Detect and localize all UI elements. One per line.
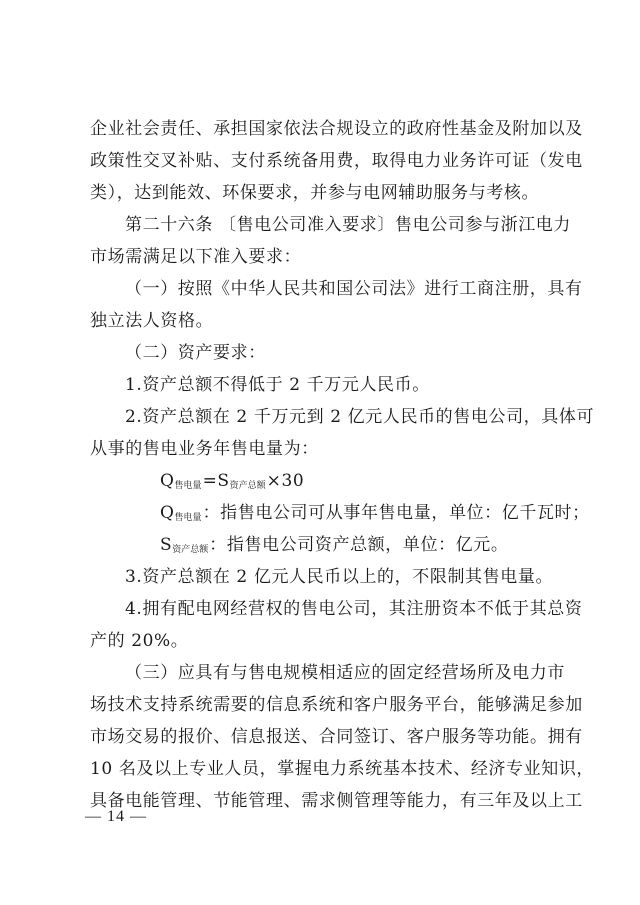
paragraph-line: 2.资产总额在 2 千万元到 2 亿元人民币的售电公司，具体可 [125,407,595,427]
paragraph-line: 独立法人资格。 [90,311,214,331]
paragraph-line: 产的 20%。 [90,631,189,651]
paragraph-line: （一）按照《中华人民共和国公司法》进行工商注册，具有 [125,279,583,299]
definition-s [160,534,560,561]
paragraph-line: 3.资产总额在 2 亿元人民币以上的，不限制其售电量。 [125,567,554,587]
paragraph-line: 从事的售电业务年售电量为： [90,439,319,459]
definition-q-text: ：指售电公司可从事年售电量，单位：亿千瓦时； [202,503,590,523]
definition-s-symbol: S [160,535,173,555]
formula-q-subscript: 售电量 [174,481,202,491]
definition-q-subscript: 售电量 [174,513,202,523]
paragraph-line: 1.资产总额不得低于 2 千万元人民币。 [125,375,430,395]
paragraph-line: 企业社会责任、承担国家依法合规设立的政府性基金及附加以及 [90,119,583,139]
paragraph-line: 10 名及以上专业人员，掌握电力系统基本技术、经济专业知识， [90,759,595,779]
article-heading-line: 第二十六条 〔售电公司准入要求〕售电公司参与浙江电力 [125,215,572,235]
definition-s-subscript: 资产总额 [172,545,209,555]
formula-q: Q [160,471,175,491]
paragraph-line: 市场需满足以下准入要求： [90,247,302,267]
paragraph-line: 4.拥有配电网经营权的售电公司，其注册资本不低于其总资 [125,599,583,619]
definition-s-text: ：指售电公司资产总额，单位：亿元。 [209,535,509,555]
paragraph-line: 市场交易的报价、信息报送、合同签订、客户服务等功能。拥有 [90,727,583,747]
definition-q-symbol: Q [160,503,175,523]
page-number: — 14 — [85,808,147,825]
definition-q [160,502,590,529]
formula-equals-s: =S [202,471,230,491]
paragraph-line: 类），达到能效、环保要求，并参与电网辅助服务与考核。 [90,183,540,203]
paragraph-line: 政策性交叉补贴、支付系统备用费，取得电力业务许可证（发电 [90,151,583,171]
formula-s-subscript: 资产总额 [229,481,266,491]
paragraph-line: 具备电能管理、节能管理、需求侧管理等能力，有三年及以上工 [90,791,583,811]
paragraph-line: （二）资产要求： [125,343,266,363]
formula [160,470,560,497]
formula-multiplier: ×30 [266,471,305,491]
paragraph-line: （三）应具有与售电规模相适应的固定经营场所及电力市 [125,663,565,683]
paragraph-line: 场技术支持系统需要的信息系统和客户服务平台，能够满足参加 [90,695,583,715]
